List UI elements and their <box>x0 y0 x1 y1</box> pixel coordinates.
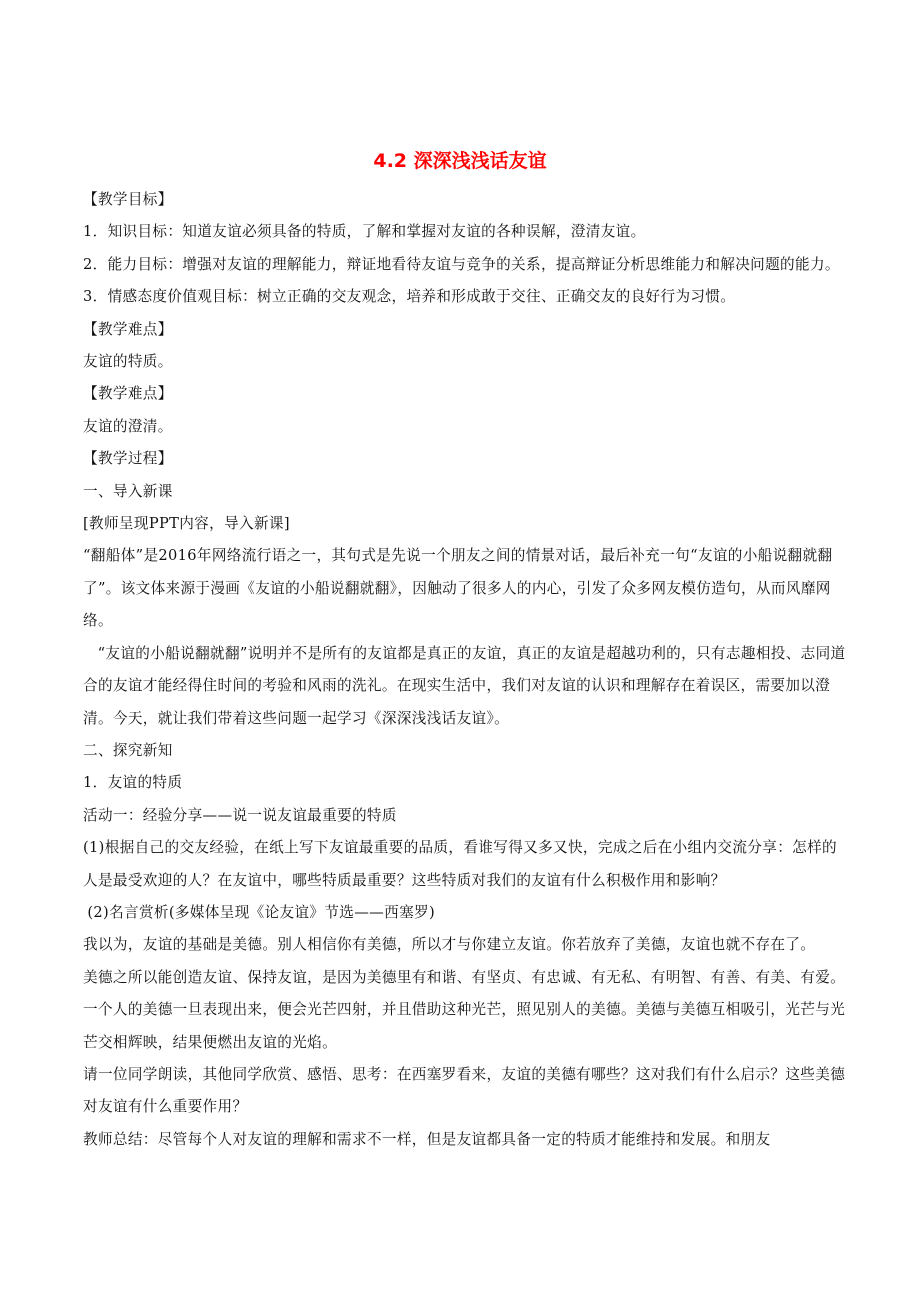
subheading-traits: 1．友谊的特质 <box>83 774 183 792</box>
quote-paragraph-1: 我以为，友谊的基础是美德。别人相信你有美德，所以才与你建立友谊。你若放弃了美德，友谊也就不存在了。 <box>83 936 816 954</box>
activity-one-heading: 活动一：经验分享——说一说友谊最重要的特质 <box>83 806 397 824</box>
difficulty-2-text: 友谊的澄清。 <box>83 417 173 435</box>
section-heading-difficulty-2: 【教学难点】 <box>83 385 173 403</box>
intro-paragraph: “翻船体”是2016年网络流行语之一，其句式是先说一个朋友之间的情景对话，最后补充一句“友谊的小船说翻就翻了”。该文体来源于漫画《友谊的小船说翻就翻》，因触动了很多人的内心，引发了众多网友模仿造句，从而风靡网络。 <box>83 547 833 630</box>
page-title: 4.2 深深浅浅话友谊 <box>373 150 547 172</box>
objective-ability: 2．能力目标：增强对友谊的理解能力，辩证地看待友谊与竞争的关系，提高辩证分析思维能力和解决问题的能力。 <box>83 255 840 273</box>
objective-emotion: 3．情感态度价值观目标：树立正确的交友观念，培养和形成敢于交往、正确交友的良好行为习惯。 <box>83 288 736 306</box>
step-heading-intro: 一、导入新课 <box>83 482 173 500</box>
activity-one-step-1: (1)根据自己的交友经验，在纸上写下友谊最重要的品质，看谁写得又多又快，完成之后在小组内交流分享：怎样的人是最受欢迎的人？在友谊中，哪些特质最重要？这些特质对我们的友谊有什么积极作用和影响？ <box>83 839 837 889</box>
document-body <box>83 184 849 1156</box>
intro-explanation-paragraph: “友谊的小船说翻就翻”说明并不是所有的友谊都是真正的友谊，真正的友谊是超越功利的，只有志趣相投、志同道合的友谊才能经得住时间的考验和风雨的洗礼。在现实生活中，我们对友谊的认识和理解存在着误区，需要加以澄清。今天，就让我们带着这些问题一起学习《深深浅浅话友谊》。 <box>83 644 846 727</box>
teacher-ppt-note: [教师呈现PPT内容，导入新课] <box>83 515 290 533</box>
objective-knowledge: 1．知识目标：知道友谊必须具备的特质，了解和掌握对友谊的各种误解，澄清友谊。 <box>83 223 646 241</box>
difficulty-1-text: 友谊的特质。 <box>83 353 173 371</box>
quote-paragraph-2: 美德之所以能创造友谊、保持友谊，是因为美德里有和谐、有坚贞、有忠诚、有无私、有明智、有善、有美、有爱。一个人的美德一旦表现出来，便会光芒四射，并且借助这种光芒，照见别人的美德。美德与美德互相吸引，光芒与光芒交相辉映，结果便燃出友谊的光焰。 <box>83 968 846 1051</box>
section-heading-process: 【教学过程】 <box>83 450 173 468</box>
step-heading-explore: 二、探究新知 <box>83 741 173 759</box>
section-heading-difficulty-1: 【教学难点】 <box>83 320 173 338</box>
teacher-summary-paragraph: 教师总结：尽管每个人对友谊的理解和需求不一样，但是友谊都具备一定的特质才能维持和发展。和朋友 <box>83 1130 771 1148</box>
reading-task-paragraph: 请一位同学朗读，其他同学欣赏、感悟、思考：在西塞罗看来，友谊的美德有哪些？这对我们有什么启示？这些美德对友谊有什么重要作用？ <box>83 1065 846 1116</box>
activity-one-step-2: (2)名言赏析(多媒体呈现《论友谊》节选——西塞罗) <box>87 903 436 921</box>
section-heading-objectives: 【教学目标】 <box>83 191 173 208</box>
